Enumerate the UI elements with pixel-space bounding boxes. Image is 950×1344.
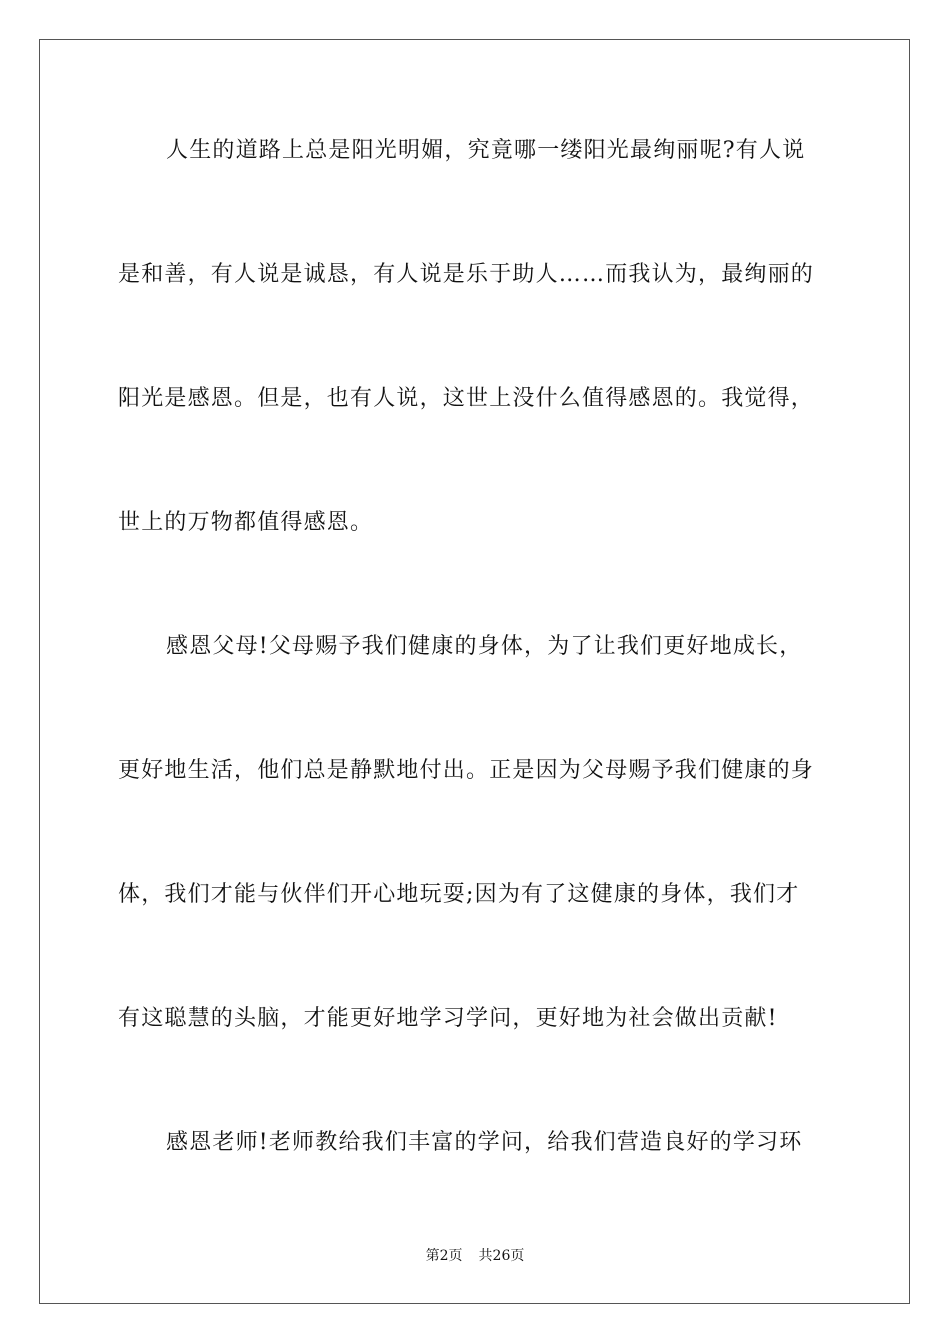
paragraph-line: 是和善，有人说是诚恳，有人说是乐于助人……而我认为，最绚丽的 xyxy=(118,262,815,287)
paragraph-line: 有这聪慧的头脑，才能更好地学习学问，更好地为社会做出贡献! xyxy=(118,1006,778,1031)
paragraph-line: 阳光是感恩。但是，也有人说，这世上没什么值得感恩的。我觉得， xyxy=(118,386,815,411)
paragraph-line: 感恩老师!老师教给我们丰富的学问，给我们营造良好的学习环 xyxy=(166,1130,803,1155)
page-border xyxy=(39,39,910,1304)
paragraph-line: 人生的道路上总是阳光明媚，究竟哪一缕阳光最绚丽呢?有人说 xyxy=(166,138,806,163)
paragraph-line: 更好地生活，他们总是静默地付出。正是因为父母赐予我们健康的身 xyxy=(118,758,815,783)
paragraph-line: 世上的万物都值得感恩。 xyxy=(118,510,374,535)
page-footer xyxy=(0,1246,950,1266)
paragraph-line: 体，我们才能与伙伴们开心地玩耍;因为有了这健康的身体，我们才 xyxy=(118,882,800,907)
page-total: 共26页 xyxy=(478,1248,525,1264)
paragraph-line: 感恩父母!父母赐予我们健康的身体，为了让我们更好地成长， xyxy=(166,634,803,659)
page-number: 第2页 xyxy=(425,1248,463,1264)
